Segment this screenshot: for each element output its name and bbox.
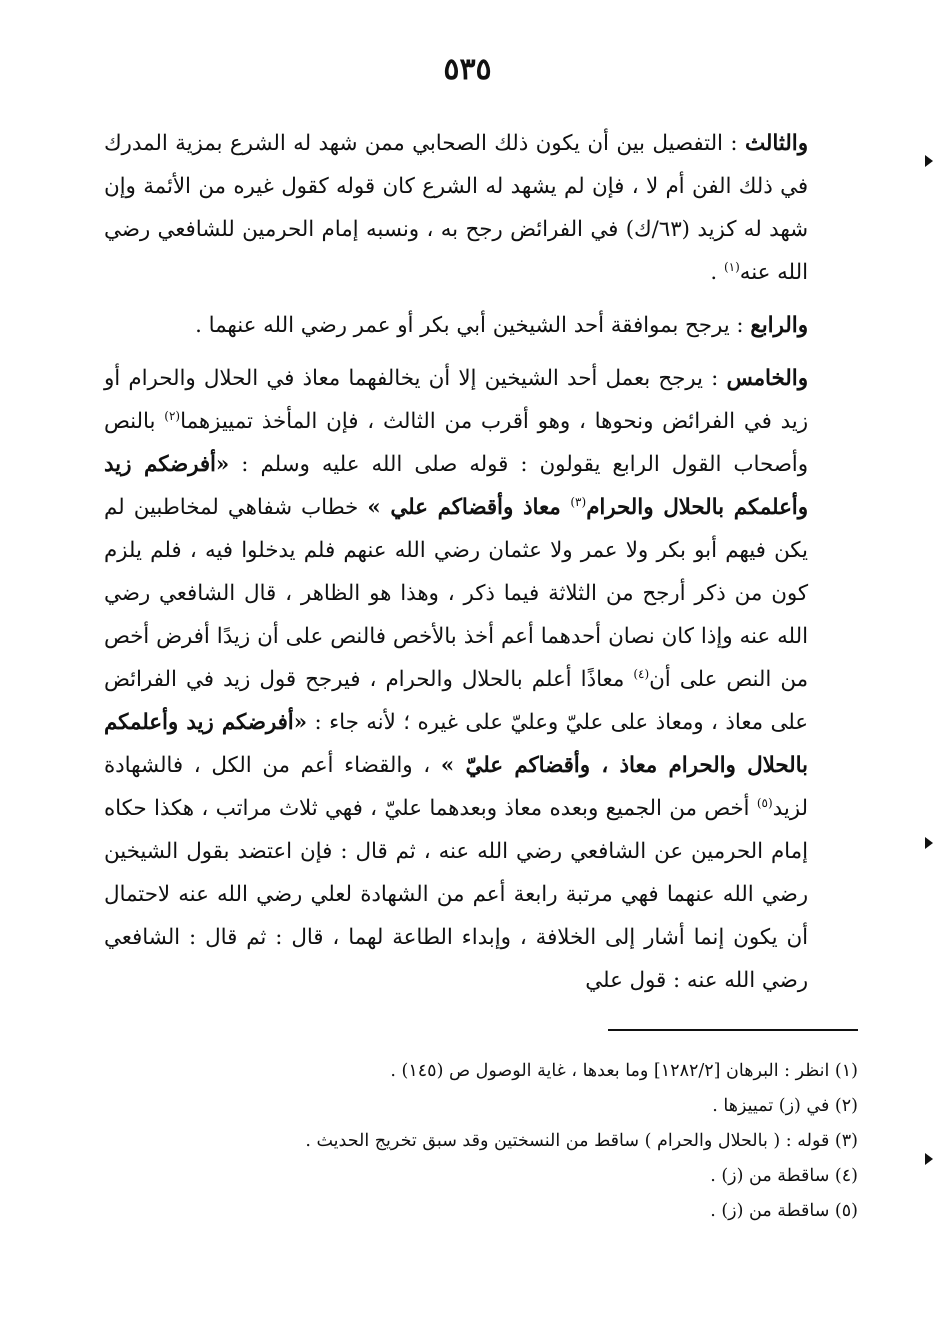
paragraph [104,304,808,347]
main-text [104,122,808,1002]
footnote: (٢) في (ز) تمييزها . [712,1096,858,1116]
footnote-ref: (٤) [633,666,650,681]
bold-text: «أفرضكم زيد وأعلمكم بالحلال والحرام معاذ ، وأقضاكم عليّ » [104,710,808,778]
text-run: : التفصيل بين أن يكون ذلك الصحابي ممن شهد له الشرع بمزية المدرك في ذلك الفن أم لا ، فإن لم يشهد له الشرع كان قوله كقول غيره من الأئمة وإن شهد له كزيد (٦٣/ك) في الفرائض رجح به ، ونسبه إمام الحرمين للشافعي رضي الله عنه [104,131,808,285]
footnote-ref: (١) [723,259,740,274]
text-run: أخص من الجميع وبعده معاذ وبعدهما عليّ ، فهي ثلاث مراتب ، هكذا حكاه إمام الحرمين عن الشافعي رضي الله عنه ، ثم قال : فإن اعتضد بقول الشيخين رضي الله عنهما فهي مرتبة رابعة أعم من الشهادة لعلي رضي الله عنه لاحتمال أن يكون إنما أشار إلى الخلافة ، وإبداء الطاعة لهما ، قال : ثم قال : الشافعي رضي الله عنه : قول علي [104,796,808,993]
page-number: ٥٣٥ [443,52,492,87]
margin-mark [925,837,933,849]
text-run: : يرجح بموافقة أحد الشيخين أبي بكر أو عمر رضي الله عنهما . [195,313,751,338]
footnote-ref: (٢) [164,408,181,423]
text-run: : يرجح بعمل أحد الشيخين إلا أن يخالفهما معاذ في الحلال والحرام أو زيد في الفرائض ونحوها ، وهو أقرب من الثالث ، فإن المأخذ تمييزهما [104,366,808,434]
text-run: ، والقضاء أعم من الكل ، فالشهادة لزيد [104,753,808,821]
footnote: (١) انظر : البرهان [١٢٨٢/٢] وما بعدها ، غاية الوصول ص (١٤٥) . [390,1061,858,1081]
bold-text: «أفرضكم زيد وأعلمكم بالحلال والحرام [104,452,808,520]
text-run: معاذًا أعلم بالحلال والحرام ، فيرجح قول زيد في الفرائض على معاذ ، ومعاذ على عليّ وعليّ على غيره ؛ لأنه جاء : [104,667,808,735]
paragraph [104,122,808,294]
footnotes [120,1054,858,1229]
bold-text: معاذ وأقضاكم علي » [367,495,571,520]
paragraph [104,357,808,1002]
text-run: . [710,260,724,285]
footnote-ref: (٣) [570,494,587,509]
footnote-divider [608,1029,858,1031]
margin-mark [925,155,933,167]
bold-text: والرابع [750,313,808,338]
footnote: (٤) ساقطة من (ز) . [710,1166,858,1186]
text-run: خطاب شفاهي لمخاطبين لم يكن فيهم أبو بكر ولا عمر ولا عثمان رضي الله عنهم فلم يدخلوا فيه ، فلم يلزم كون من ذكر أرجح من الثلاثة فيما ذكر ، وهذا هو الظاهر ، قال الشافعي رضي الله عنه وإذا كان نصان أحدهما أعم أخذ بالأخص فالنص على أن زيدًا أفرض أخص من النص على أن [104,495,808,692]
text-run: بالنص وأصحاب القول الرابع يقولون : قوله صلى الله عليه وسلم : [104,409,808,477]
bold-text: والخامس [726,366,808,391]
footnote-ref: (٥) [756,795,773,810]
footnote: (٥) ساقطة من (ز) . [710,1201,858,1221]
bold-text: والثالث [744,131,808,156]
margin-mark [925,1153,933,1165]
footnote: (٣) قوله : ( بالحلال والحرام ) ساقط من النسختين وقد سبق تخريج الحديث . [305,1131,858,1151]
